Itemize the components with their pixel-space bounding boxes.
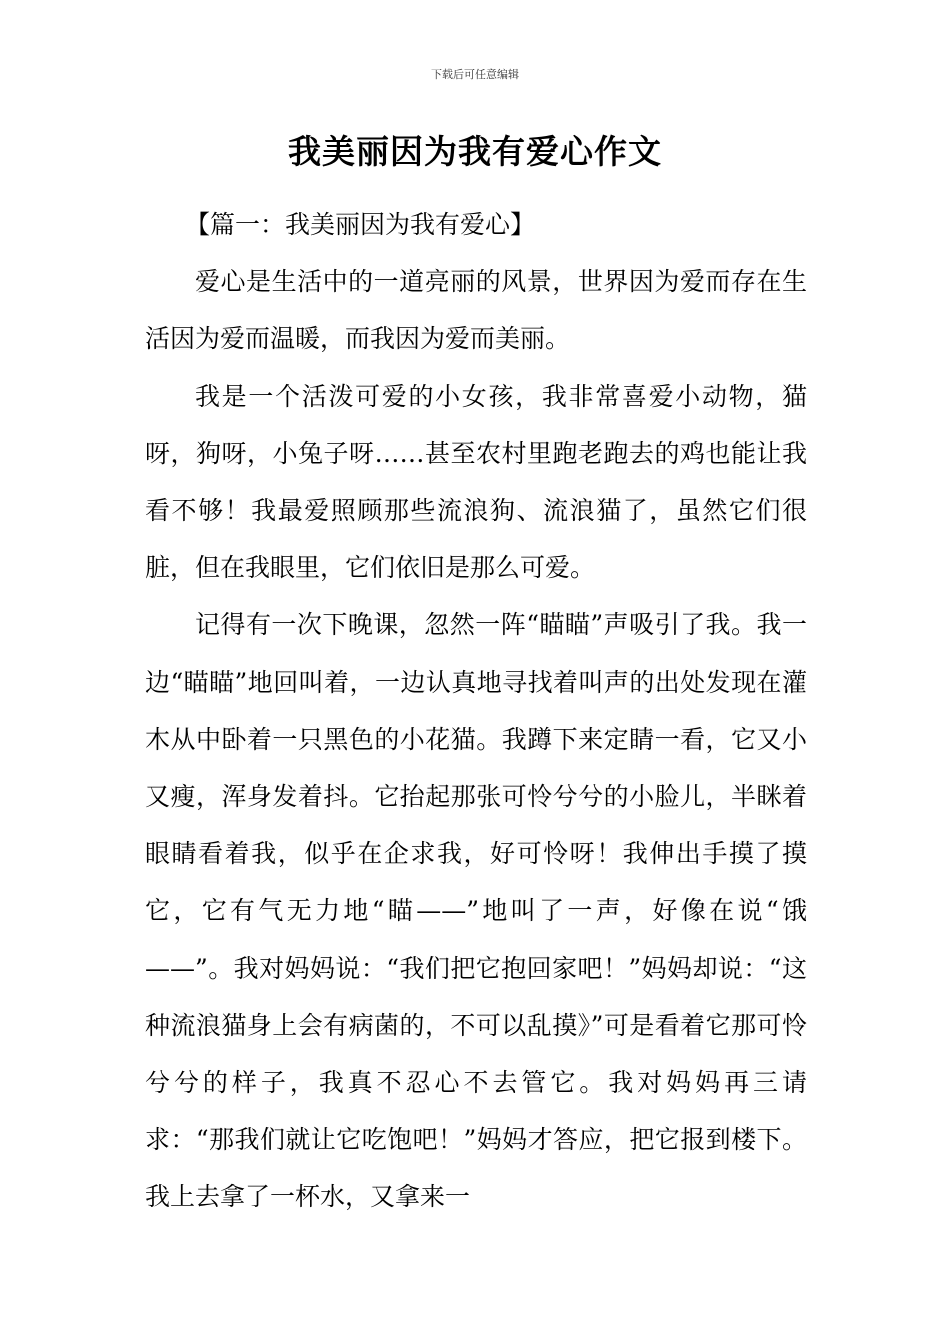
article-body	[145, 196, 807, 1226]
paragraph-1: 爱心是生活中的一道亮丽的风景，世界因为爱而存在生活因为爱而温暖，而我因为爱而美丽。	[145, 267, 807, 354]
paragraph-3: 记得有一次下晚课，忽然一阵“瞄瞄”声吸引了我。我一边“瞄瞄”地回叫着，一边认真地寻找着叫声的出处发现在灌木从中卧着一只黑色的小花猫。我蹲下来定睛一看，它又小又瘦，浑身发着抖。它抬起那张可怜兮兮的小脸儿，半眯着眼睛看着我，似乎在企求我，好可怜呀！我伸出手摸了摸它，它有气无力地“瞄——”地叫了一声，好像在说“饿——”。我对妈妈说：“我们把它抱回家吧！”妈妈却说：“这种流浪猫身上会有病菌的，不可以乱摸》”可是看着它那可怜兮兮的样子，我真不忍心不去管它。我对妈妈再三请求：“那我们就让它吃饱吧！”妈妈才答应，把它报到楼下。我上去拿了一杯水，又拿来一	[145, 610, 807, 1212]
paragraph-2: 我是一个活泼可爱的小女孩，我非常喜爱小动物，猫呀，狗呀，小兔子呀……甚至农村里跑老跑去的鸡也能让我看不够！我最爱照顾那些流浪狗、流浪猫了，虽然它们很脏，但在我眼里，它们依旧是那么可爱。	[145, 381, 807, 583]
section-heading: 【篇一：我美丽因为我有爱心】	[185, 210, 536, 239]
header-note: 下载后可任意编辑	[431, 68, 519, 81]
document-title: 我美丽因为我有爱心作文	[288, 132, 662, 171]
